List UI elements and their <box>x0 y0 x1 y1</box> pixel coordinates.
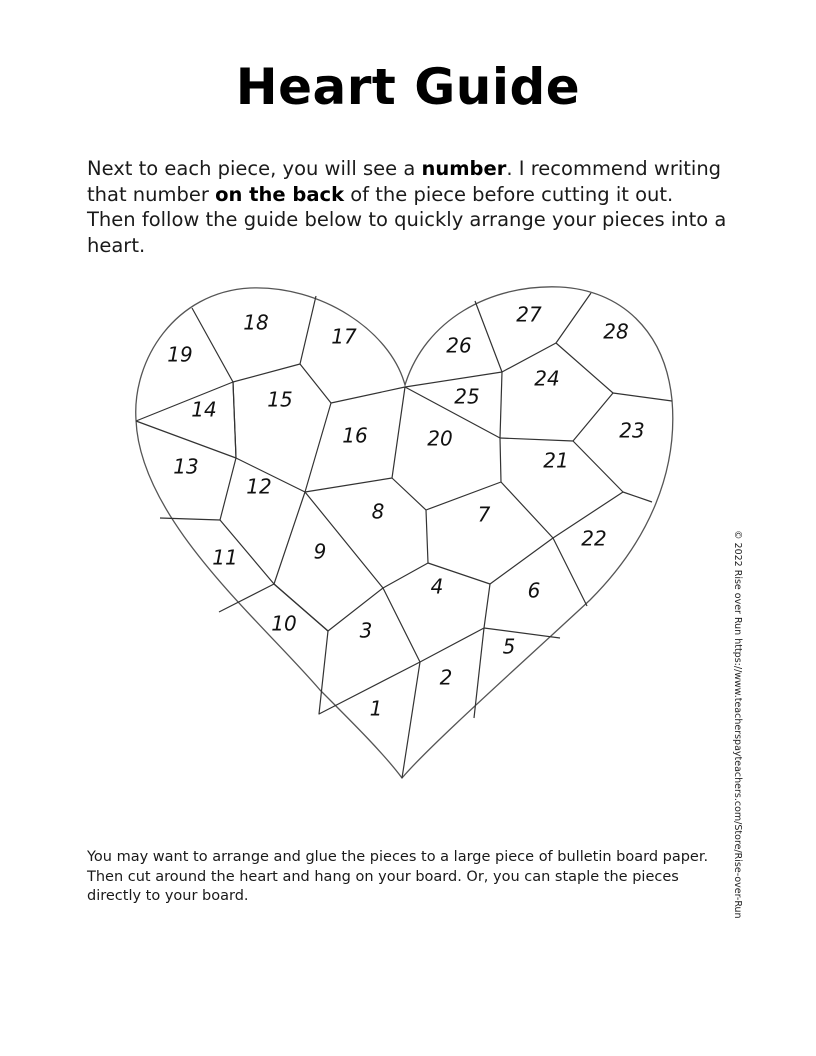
intro-text-3: of the piece before cutting it out. Then follow the guide below to quickly arrange your pieces into a heart. <box>87 182 727 257</box>
intro-text-1: Next to each piece, you will see a <box>87 157 422 180</box>
intro-bold-back: on the back <box>215 182 345 206</box>
piece-number-24: 24 <box>534 366 560 391</box>
piece-number-7: 7 <box>477 502 491 527</box>
piece-number-20: 20 <box>427 426 453 451</box>
piece-number-21: 21 <box>543 448 569 473</box>
piece-number-2: 2 <box>439 665 453 690</box>
piece-number-5: 5 <box>502 634 516 659</box>
piece-number-15: 15 <box>267 387 293 412</box>
piece-number-14: 14 <box>191 397 217 422</box>
intro-text-2: . I recommend writing that number <box>87 157 722 206</box>
piece-number-8: 8 <box>371 499 385 524</box>
page-title: Heart Guide <box>235 58 581 116</box>
piece-number-19: 19 <box>167 342 193 367</box>
intro-bold-number: number <box>421 157 507 180</box>
piece-number-17: 17 <box>331 324 357 349</box>
piece-number-12: 12 <box>246 474 272 499</box>
piece-number-22: 22 <box>581 526 607 551</box>
piece-number-25: 25 <box>454 384 480 409</box>
piece-number-18: 18 <box>243 310 269 335</box>
piece-number-23: 23 <box>619 418 645 443</box>
piece-number-9: 9 <box>313 539 327 564</box>
piece-number-28: 28 <box>603 319 629 344</box>
piece-number-26: 26 <box>446 333 472 358</box>
piece-number-10: 10 <box>271 611 297 636</box>
piece-number-16: 16 <box>342 423 368 448</box>
piece-number-4: 4 <box>430 574 444 599</box>
piece-number-6: 6 <box>527 578 541 603</box>
credit-text: © 2022 Rise over Run https://www.teacherspayteachers.com/Store/Rise-over-Run <box>732 530 743 919</box>
piece-number-13: 13 <box>173 454 199 479</box>
piece-number-1: 1 <box>369 696 383 721</box>
footer-note: You may want to arrange and glue the pieces to a large piece of bulletin board paper. Then cut around the heart and hang on your board. Or, you can staple the pieces directly to your board. <box>87 849 709 904</box>
piece-number-3: 3 <box>359 618 373 643</box>
piece-labels <box>167 303 644 721</box>
piece-number-27: 27 <box>516 302 542 327</box>
piece-number-11: 11 <box>212 545 238 570</box>
